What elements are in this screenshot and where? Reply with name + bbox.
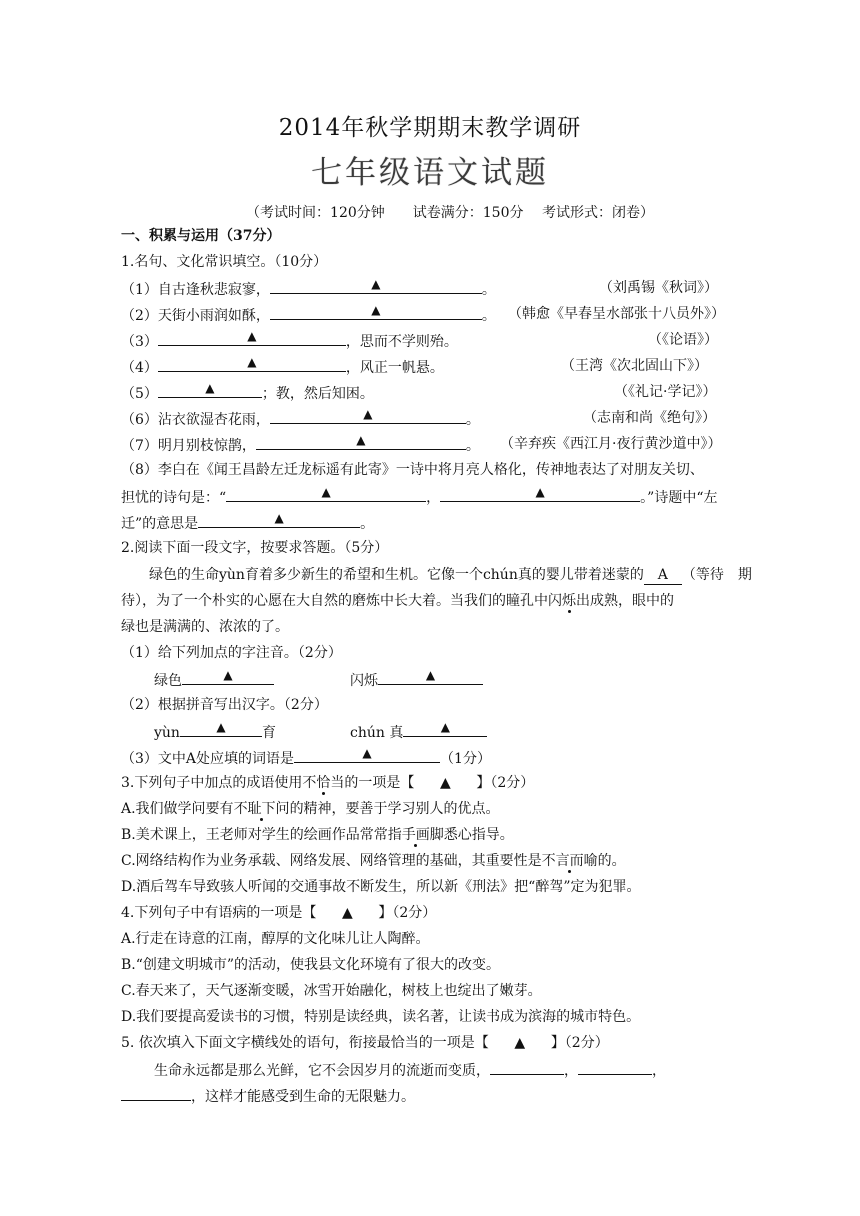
q2-sub1-b: 闪烁 ▲ [350, 669, 483, 691]
answer-blank[interactable]: ▲ [198, 512, 360, 528]
q3-option-c: C.网络结构作为业务承载、网络发展、网络管理的基础，其重要性是不言而喻的。 [121, 853, 626, 869]
q1-item-1: （1）自古逢秋悲寂寥， ▲ 。 [121, 277, 496, 298]
answer-blank[interactable]: ▲ [182, 669, 274, 685]
exam-info: （考试时间：120分钟 试卷满分：150分 考试形式：闭卷） [246, 205, 654, 221]
dotted-char: 烁 [562, 593, 576, 609]
question-3-heading: 3.下列句子中加点的成语使用不恰当的一项是【 ▲ 】（2分） [121, 775, 535, 791]
question-1-heading: 1.名句、文化常识填空。（10分） [121, 254, 328, 270]
answer-box[interactable]: ▲ [514, 1035, 526, 1051]
q1-source-6: （志南和尚《绝句》） [583, 410, 716, 426]
answer-blank[interactable]: ▲ [270, 278, 482, 294]
q3-option-b: B.美术课上，王老师对学生的绘画作品常常指手画脚悉心指导。 [121, 827, 514, 843]
answer-blank[interactable]: ▲ [158, 382, 262, 398]
q1-item-2: （2）天街小雨润如酥， ▲ 。 [121, 303, 496, 324]
q1-source-7: （辛弃疾《西江月·夜行黄沙道中》） [500, 436, 722, 452]
q2-sub3: （3）文中A处应填的词语是 ▲ （1分） [121, 746, 491, 767]
q2-sub1-a: 绿色 ▲ [154, 669, 274, 691]
q2-sub2-a: yùn ▲ 育 [154, 720, 276, 741]
answer-blank[interactable]: ▲ [403, 721, 487, 737]
q3-option-d: D.酒后驾车导致骇人听闻的交通事故不断发生，所以新《刑法》把“醉驾”定为犯罪。 [121, 879, 641, 895]
blank-a[interactable]: A [644, 566, 682, 585]
dotted-text: 不恰当 [302, 775, 345, 791]
q2-passage-line3: 绿也是满满的、浓浓的了。 [121, 619, 289, 635]
answer-box[interactable]: ▲ [341, 905, 353, 921]
q1-item-3: （3） ▲ ，思而不学则殆。 [121, 329, 458, 350]
dotted-idiom: 不言而喻 [541, 853, 598, 869]
q5-passage-line2: ，这样才能感受到生命的无限魅力。 [121, 1085, 415, 1107]
q2-sub2-b: chún 真 ▲ [350, 721, 487, 743]
q1-source-4: （王湾《次北固山下》） [561, 358, 708, 374]
q3-option-a: A.我们做学问要有不耻下问的精神，要善于学习别人的优点。 [121, 801, 500, 817]
answer-blank[interactable]: ▲ [158, 356, 346, 372]
q2-sub1: （1）给下列加点的字注音。（2分） [121, 645, 342, 661]
answer-blank[interactable]: ▲ [294, 747, 440, 763]
q1-item-8-line3: 迁”的意思是 ▲ 。 [121, 511, 375, 532]
question-4-heading: 4.下列句子中有语病的一项是【 ▲ 】（2分） [121, 905, 437, 921]
q4-option-c: C.春天来了，天气逐渐变暖，冰雪开始融化，树枝上也绽出了嫩芽。 [121, 983, 542, 999]
answer-blank[interactable]: ▲ [270, 408, 466, 424]
q5-passage-line1: 生命永远都是那么光鲜，它不会因岁月的流逝而变质， ， ， [154, 1059, 666, 1081]
answer-box[interactable]: ▲ [439, 775, 451, 791]
fill-blank[interactable] [578, 1059, 652, 1075]
q2-sub2: （2）根据拼音写出汉字。（2分） [121, 697, 328, 713]
q1-source-5: （《礼记·学记》） [614, 384, 717, 400]
answer-blank[interactable]: ▲ [270, 304, 482, 320]
question-5-heading: 5. 依次填入下面文字横线处的语句，衔接最恰当的一项是【 ▲ 】（2分） [121, 1035, 609, 1051]
q1-item-8-line1: （8）李白在《闻王昌龄左迁龙标遥有此寄》一诗中将月亮人格化，传神地表达了对朋友关切、 [121, 462, 704, 478]
q4-option-d: D.我们要提高爱读书的习惯，特别是读经典，读名著，让读书成为滨海的城市特色。 [121, 1009, 641, 1025]
q1-source-2: （韩愈《早春呈水部张十八员外》） [508, 306, 725, 322]
q2-passage-line1: 绿色的生命yùn育着多少新生的希望和生机。它像一个chún真的婴儿带着迷蒙的 A （等待 期 [149, 567, 752, 583]
fill-blank[interactable] [490, 1059, 564, 1075]
q1-item-7: （7）明月别枝惊鹊， ▲ 。 [121, 433, 480, 454]
q1-item-6: （6）沾衣欲湿杏花雨， ▲ 。 [121, 407, 480, 428]
q1-item-8-line2: 担忧的诗句是：“ ▲ ， ▲ 。”诗题中“左 [121, 485, 718, 506]
answer-blank[interactable]: ▲ [440, 486, 640, 502]
q4-option-a: A.行走在诗意的江南，醇厚的文化味儿让人陶醉。 [121, 931, 430, 947]
q4-option-b: B.“创建文明城市”的活动，使我县文化环境有了很大的改变。 [121, 957, 501, 973]
q1-source-1: （刘禹锡《秋词》） [599, 280, 718, 296]
dotted-idiom: 不耻下问 [233, 801, 290, 817]
answer-blank[interactable]: ▲ [226, 486, 426, 502]
q1-item-4: （4） ▲ ，风正一帆悬。 [121, 355, 444, 376]
section-heading: 一、积累与运用（37分） [121, 228, 281, 244]
exam-title: 2014年秋学期期末教学调研 [278, 115, 582, 141]
answer-blank[interactable]: ▲ [180, 721, 262, 737]
q2-passage-line2: 待），为了一个朴实的心愿在大自然的磨炼中长大着。当我们的瞳孔中闪烁出成熟，眼中的 [121, 593, 674, 609]
q1-item-5: （5） ▲ ；教，然后知困。 [121, 381, 374, 402]
answer-blank[interactable]: ▲ [158, 330, 346, 346]
exam-subtitle: 七年级语文试题 [311, 155, 549, 191]
answer-blank[interactable]: ▲ [378, 669, 483, 685]
q1-source-3: （《论语》） [648, 332, 718, 348]
dotted-idiom: 指手画脚 [387, 827, 444, 843]
answer-blank[interactable]: ▲ [256, 434, 466, 450]
question-2-heading: 2.阅读下面一段文字，按要求答题。（5分） [121, 540, 389, 556]
fill-blank[interactable] [121, 1085, 191, 1101]
